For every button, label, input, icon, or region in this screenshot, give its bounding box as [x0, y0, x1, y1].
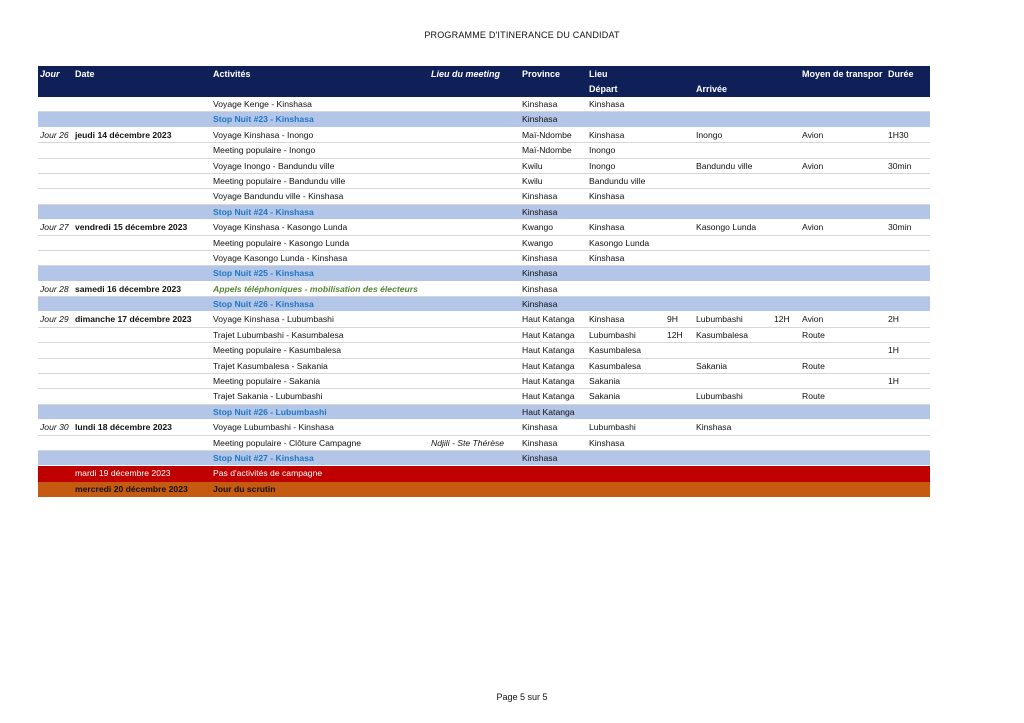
- cell-date: jeudi 14 décembre 2023: [75, 129, 172, 140]
- table-row: [38, 312, 930, 327]
- cell-date: mardi 19 décembre 2023: [75, 468, 171, 479]
- header-arrivee: Arrivée: [696, 84, 728, 94]
- cell-dep: Sakania: [589, 391, 621, 402]
- cell-act: Jour du scrutin: [213, 483, 276, 494]
- cell-arr: Kasumbalesa: [696, 329, 749, 340]
- cell-prov: Kinshasa: [522, 268, 558, 279]
- cell-dep: Kinshasa: [589, 314, 625, 325]
- cell-prov: Maï-Ndombe: [522, 129, 572, 140]
- table-row: [38, 466, 930, 481]
- table-row: [38, 328, 930, 343]
- cell-dep: Kinshasa: [589, 99, 625, 109]
- cell-prov: Haut Katanga: [522, 345, 575, 356]
- stop-nuit-row: [38, 112, 930, 127]
- header-date: Date: [75, 69, 95, 79]
- cell-prov: Haut Katanga: [522, 314, 575, 325]
- stop-nuit-row: [38, 297, 930, 312]
- cell-arr: Kinshasa: [696, 422, 732, 433]
- cell-date: samedi 16 décembre 2023: [75, 283, 182, 294]
- header-depart: Départ: [589, 84, 618, 94]
- cell-prov: Kinshasa: [522, 299, 558, 310]
- stop-nuit-row: [38, 451, 930, 466]
- page-title: PROGRAMME D'ITINERANCE DU CANDIDAT: [424, 30, 620, 40]
- cell-date: vendredi 15 décembre 2023: [75, 222, 188, 233]
- cell-prov: Kwango: [522, 237, 554, 248]
- header-lieu-meeting: Lieu du meeting: [431, 69, 501, 79]
- cell-act: Stop Nuit #25 - Kinshasa: [213, 268, 314, 279]
- table-row: [38, 374, 930, 389]
- cell-prov: Kinshasa: [522, 114, 558, 125]
- cell-prov: Kinshasa: [522, 99, 558, 109]
- cell-prov: Kinshasa: [522, 437, 558, 448]
- cell-act: Voyage Bandundu ville - Kinshasa: [213, 191, 344, 202]
- cell-act: Voyage Kenge - Kinshasa: [213, 99, 312, 109]
- cell-prov: Kinshasa: [522, 452, 558, 463]
- cell-lieu: Ndjili - Ste Thérèse: [431, 437, 505, 448]
- page-footer: Page 5 sur 5: [496, 692, 548, 702]
- cell-trans: Route: [802, 391, 825, 402]
- cell-act: Meeting populaire - Bandundu ville: [213, 175, 346, 186]
- cell-act: Stop Nuit #27 - Kinshasa: [213, 452, 314, 463]
- cell-dur: 30min: [888, 160, 912, 171]
- cell-act: Trajet Kasumbalesa - Sakania: [213, 360, 328, 371]
- table-row: [38, 282, 930, 297]
- table-row: [38, 97, 930, 112]
- cell-jour: Jour 29: [40, 314, 69, 325]
- cell-dur: 2H: [888, 314, 899, 325]
- cell-act: Voyage Lubumbashi - Kinshasa: [213, 422, 334, 433]
- header-activites: Activités: [213, 69, 251, 79]
- schedule-table: [38, 66, 930, 497]
- cell-act: Stop Nuit #26 - Kinshasa: [213, 299, 314, 310]
- header-province: Province: [522, 69, 561, 79]
- cell-jour: Jour 30: [40, 422, 69, 433]
- cell-dh: 12H: [667, 329, 683, 340]
- cell-trans: Avion: [802, 314, 824, 325]
- table-row: [38, 343, 930, 358]
- stop-nuit-row: [38, 205, 930, 220]
- cell-dep: Lubumbashi: [589, 422, 636, 433]
- cell-act: Appels téléphoniques - mobilisation des électeurs: [213, 283, 418, 294]
- cell-trans: Route: [802, 360, 825, 371]
- cell-arr: Lubumbashi: [696, 391, 743, 402]
- cell-dep: Kasumbalesa: [589, 345, 642, 356]
- cell-dep: Lubumbashi: [589, 329, 636, 340]
- cell-arr: Sakania: [696, 360, 728, 371]
- cell-arr: Inongo: [696, 129, 723, 140]
- cell-date: lundi 18 décembre 2023: [75, 422, 172, 433]
- table-row: [38, 128, 930, 143]
- cell-act: Meeting populaire - Kasumbalesa: [213, 345, 342, 356]
- table-row: [38, 436, 930, 451]
- cell-prov: Maï-Ndombe: [522, 145, 572, 156]
- table-row: [38, 420, 930, 435]
- cell-dep: Kinshasa: [589, 191, 625, 202]
- cell-dep: Inongo: [589, 145, 616, 156]
- cell-prov: Kwango: [522, 222, 554, 233]
- cell-arr: Kasongo Lunda: [696, 222, 757, 233]
- stop-nuit-row: [38, 266, 930, 281]
- cell-trans: Avion: [802, 129, 824, 140]
- cell-act: Meeting populaire - Inongo: [213, 145, 316, 156]
- table-row: [38, 251, 930, 266]
- cell-date: dimanche 17 décembre 2023: [75, 314, 192, 325]
- cell-act: Stop Nuit #23 - Kinshasa: [213, 114, 314, 125]
- cell-dep: Kasongo Lunda: [589, 237, 650, 248]
- table-row: [38, 236, 930, 251]
- cell-act: Voyage Kinshasa - Inongo: [213, 129, 314, 140]
- cell-prov: Kwilu: [522, 160, 543, 171]
- cell-dur: 1H: [888, 376, 899, 387]
- cell-prov: Kinshasa: [522, 191, 558, 202]
- cell-dep: Kasumbalesa: [589, 360, 642, 371]
- cell-act: Stop Nuit #24 - Kinshasa: [213, 206, 314, 217]
- table-body: [38, 97, 930, 497]
- cell-jour: Jour 26: [40, 129, 69, 140]
- cell-trans: Route: [802, 329, 825, 340]
- cell-dur: 1H: [888, 345, 899, 356]
- cell-act: Trajet Lubumbashi - Kasumbalesa: [213, 329, 344, 340]
- cell-act: Meeting populaire - Kasongo Lunda: [213, 237, 350, 248]
- cell-trans: Avion: [802, 160, 824, 171]
- cell-jour: Jour 28: [40, 283, 69, 294]
- cell-dh: 9H: [667, 314, 678, 325]
- cell-act: Stop Nuit #26 - Lubumbashi: [213, 406, 327, 417]
- cell-dep: Inongo: [589, 160, 616, 171]
- cell-dep: Bandundu ville: [589, 175, 646, 186]
- cell-act: Voyage Kinshasa - Lubumbashi: [213, 314, 334, 325]
- stop-nuit-row: [38, 405, 930, 420]
- cell-dur: 1H30: [888, 129, 909, 140]
- cell-act: Voyage Kasongo Lunda - Kinshasa: [213, 252, 348, 263]
- cell-prov: Haut Katanga: [522, 391, 575, 402]
- cell-prov: Kinshasa: [522, 252, 558, 263]
- cell-prov: Kinshasa: [522, 283, 558, 294]
- cell-dep: Sakania: [589, 376, 621, 387]
- cell-dep: Kinshasa: [589, 252, 625, 263]
- table-row: [38, 159, 930, 174]
- cell-prov: Kinshasa: [522, 206, 558, 217]
- cell-dur: 30min: [888, 222, 912, 233]
- cell-dep: Kinshasa: [589, 222, 625, 233]
- table-row: [38, 143, 930, 158]
- table-row: [38, 482, 930, 497]
- table-row: [38, 389, 930, 404]
- table-row: [38, 359, 930, 374]
- cell-arr: Lubumbashi: [696, 314, 743, 325]
- cell-act: Voyage Kinshasa - Kasongo Lunda: [213, 222, 348, 233]
- cell-date: mercredi 20 décembre 2023: [75, 483, 188, 494]
- cell-act: Trajet Sakania - Lubumbashi: [213, 391, 323, 402]
- table-row: [38, 189, 930, 204]
- cell-act: Meeting populaire - Clôture Campagne: [213, 437, 362, 448]
- header-jour: Jour: [40, 69, 60, 79]
- cell-jour: Jour 27: [40, 222, 69, 233]
- cell-prov: Kinshasa: [522, 422, 558, 433]
- header-transport: Moyen de transpor: [802, 69, 883, 79]
- cell-dep: Kinshasa: [589, 437, 625, 448]
- cell-prov: Haut Katanga: [522, 329, 575, 340]
- cell-trans: Avion: [802, 222, 824, 233]
- cell-ah: 12H: [774, 314, 790, 325]
- cell-prov: Kwilu: [522, 175, 543, 186]
- cell-arr: Bandundu ville: [696, 160, 753, 171]
- table-row: [38, 174, 930, 189]
- cell-prov: Haut Katanga: [522, 360, 575, 371]
- header-lieu: Lieu: [589, 69, 608, 79]
- table-header: [38, 66, 930, 97]
- cell-act: Voyage Inongo - Bandundu ville: [213, 160, 335, 171]
- table-row: [38, 220, 930, 235]
- cell-act: Pas d'activités de campagne: [213, 468, 323, 479]
- header-duree: Durée: [888, 69, 914, 79]
- cell-act: Meeting populaire - Sakania: [213, 376, 321, 387]
- cell-prov: Haut Katanga: [522, 406, 575, 417]
- cell-prov: Haut Katanga: [522, 376, 575, 387]
- cell-dep: Kinshasa: [589, 129, 625, 140]
